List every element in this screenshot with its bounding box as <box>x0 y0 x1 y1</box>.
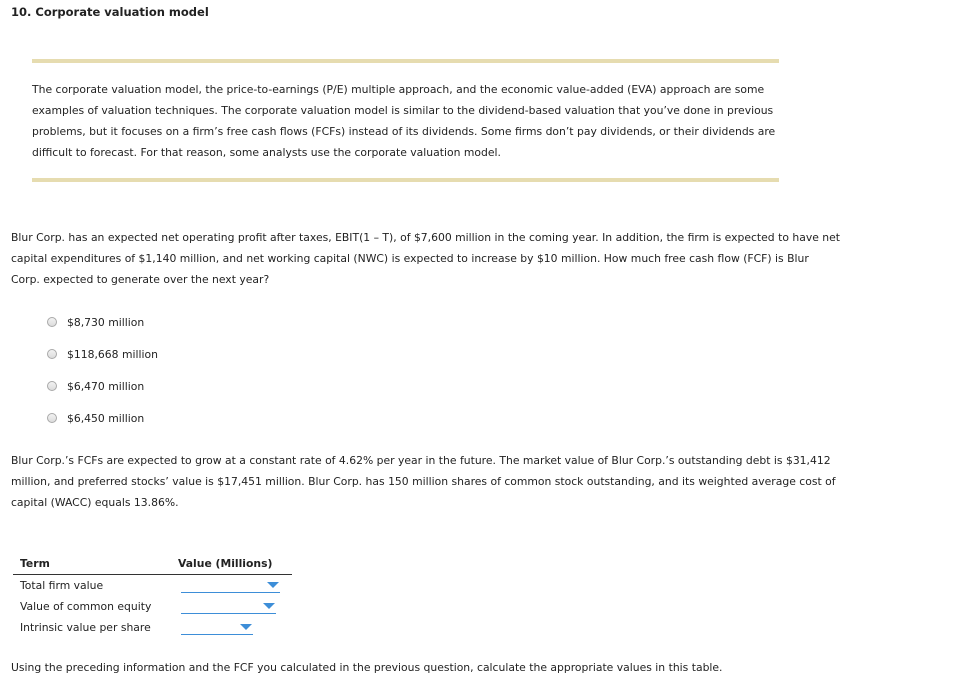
option-label: $118,668 million <box>67 347 158 361</box>
header-term: Term <box>20 557 50 570</box>
page-title: 10. Corporate valuation model <box>11 5 209 19</box>
option-2[interactable] <box>47 338 158 370</box>
fcf-options <box>47 306 158 434</box>
radio-button[interactable] <box>47 349 57 359</box>
table-row <box>13 596 292 617</box>
radio-button[interactable] <box>47 413 57 423</box>
instructions-text: Using the preceding information and the FCF you calculated in the previous question, calculate the appropriate values in this table. <box>11 661 723 674</box>
chevron-down-icon <box>263 603 275 609</box>
intro-text: The corporate valuation model, the price-to-earnings (P/E) multiple approach, and the economic value-added (EVA) approach are some examples of valuation techniques. The corporate valuation model is similar to the dividend-based valuation that you’ve done in previous problems, but it focuses on a firm’s free cash flows (FCFs) instead of its dividends. Some firms don’t pay dividends, or their dividends are difficult to forecast. For that reason, some analysts use the corporate valuation model. <box>32 83 776 159</box>
question-fcf: Blur Corp. has an expected net operating profit after taxes, EBIT(1 – T), of $7,600 million in the coming year. In addition, the firm is expected to have net capital expenditures of $1,140 million, and net working capital (NWC) is expected to increase by $10 million. How much free cash flow (FCF) is Blur Corp. expected to generate over the next year? <box>11 231 841 286</box>
option-label: $8,730 million <box>67 315 145 329</box>
common-equity-dropdown[interactable] <box>181 599 276 614</box>
table-row <box>13 575 292 596</box>
option-label: $6,450 million <box>67 411 145 425</box>
question-valuation: Blur Corp.’s FCFs are expected to grow at a constant rate of 4.62% per year in the future. The market value of Blur Corp.’s outstanding debt is $31,412 million, and preferred stocks’ value is $17,451 million. Blur Corp. has 150 million shares of common stock outstanding, and its weighted average cost of capital (WACC) equals 13.86%. <box>11 454 836 509</box>
table-row <box>13 617 292 638</box>
option-label: $6,470 million <box>67 379 145 393</box>
chevron-down-icon <box>267 582 279 588</box>
header-value: Value (Millions) <box>178 557 273 570</box>
top-divider <box>32 59 779 63</box>
row-term: Value of common equity <box>20 600 152 613</box>
option-1[interactable] <box>47 306 158 338</box>
bottom-divider <box>32 178 779 182</box>
option-3[interactable] <box>47 370 158 402</box>
row-term: Total firm value <box>20 579 104 592</box>
radio-button[interactable] <box>47 381 57 391</box>
option-4[interactable] <box>47 402 158 434</box>
valuation-table <box>13 557 292 638</box>
chevron-down-icon <box>240 624 252 630</box>
table-header <box>13 557 292 575</box>
row-term: Intrinsic value per share <box>20 621 151 634</box>
total-firm-value-dropdown[interactable] <box>181 578 280 593</box>
value-per-share-dropdown[interactable] <box>181 620 253 635</box>
radio-button[interactable] <box>47 317 57 327</box>
